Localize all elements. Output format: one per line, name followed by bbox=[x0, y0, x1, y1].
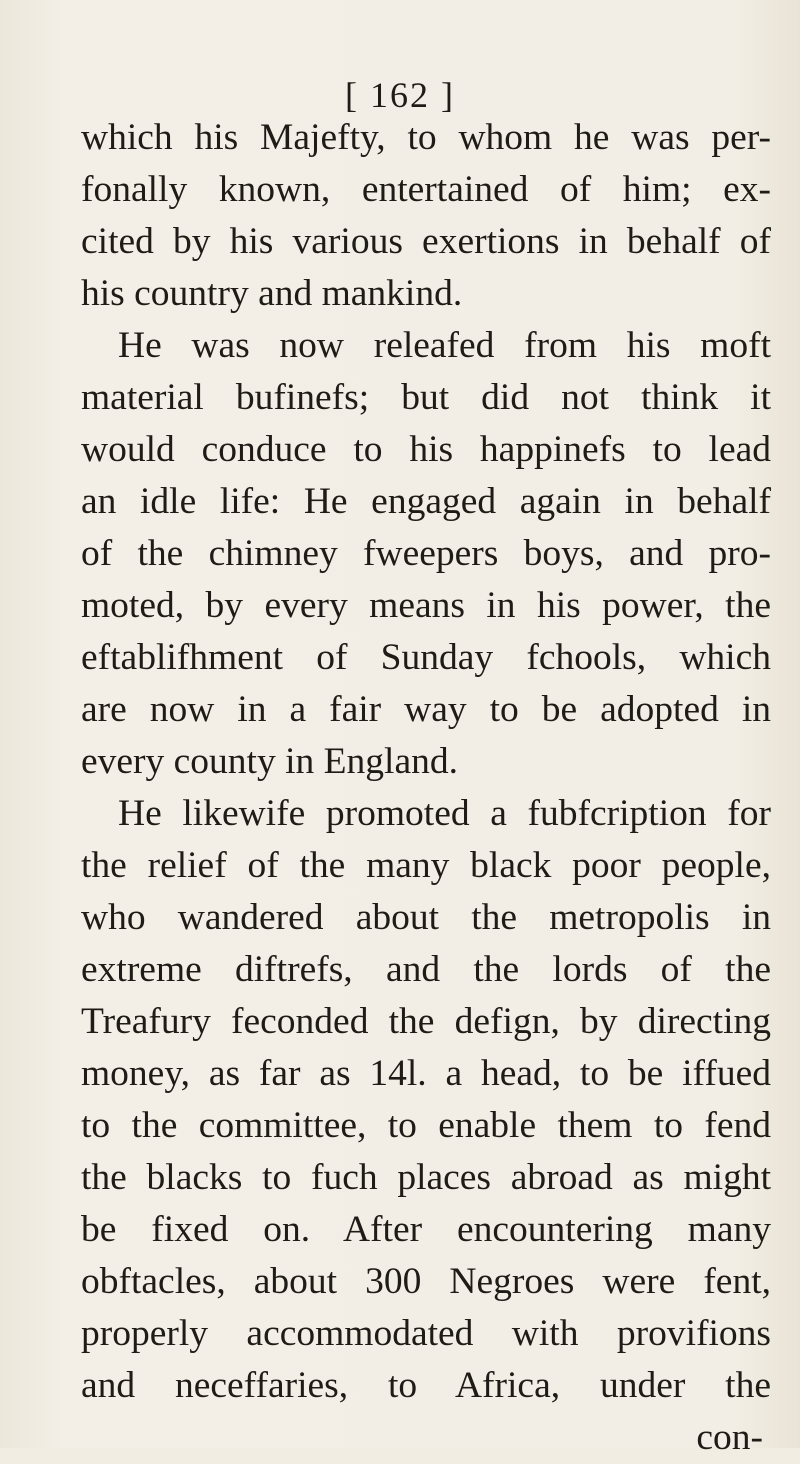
text-line: would conduce to his happinefs to lead bbox=[81, 429, 771, 470]
text-line: the relief of the many black poor people, bbox=[81, 845, 771, 886]
text-line: who wandered about the metropolis in bbox=[81, 897, 771, 938]
text-line: extreme diftrefs, and the lords of the bbox=[81, 949, 771, 990]
text-line: an idle life: He engaged again in behalf bbox=[81, 481, 771, 522]
text-line: He was now releafed from his moft bbox=[118, 325, 771, 366]
text-line: to the committee, to enable them to fend bbox=[81, 1105, 771, 1146]
text-line: money, as far as 14l. a head, to be iffued bbox=[81, 1053, 771, 1094]
catchword: con- bbox=[696, 1417, 763, 1458]
text-line: which his Majefty, to whom he was per- bbox=[81, 117, 771, 158]
page-number: [ 162 ] bbox=[345, 75, 455, 115]
text-line: eftablifhment of Sunday fchools, which bbox=[81, 637, 771, 678]
body-text bbox=[81, 112, 771, 1464]
text-line: the blacks to fuch places abroad as might bbox=[81, 1157, 771, 1198]
text-line: of the chimney fweepers boys, and pro- bbox=[81, 533, 771, 574]
text-line: his country and mankind. bbox=[81, 273, 463, 314]
text-line: properly accommodated with provifions bbox=[81, 1313, 771, 1354]
text-line: be fixed on. After encountering many bbox=[81, 1209, 771, 1250]
text-line: cited by his various exertions in behalf of bbox=[81, 221, 771, 262]
text-line: Treafury feconded the defign, by directing bbox=[81, 1001, 771, 1042]
text-line: fonally known, entertained of him; ex- bbox=[81, 169, 771, 210]
text-line: material bufinefs; but did not think it bbox=[81, 377, 771, 418]
text-line: and neceffaries, to Africa, under the bbox=[81, 1365, 771, 1406]
text-line: He likewife promoted a fubfcription for bbox=[118, 793, 771, 834]
text-line: obftacles, about 300 Negroes were fent, bbox=[81, 1261, 771, 1302]
text-line: moted, by every means in his power, the bbox=[81, 585, 771, 626]
text-line: are now in a fair way to be adopted in bbox=[81, 689, 771, 730]
text-line: every county in England. bbox=[81, 741, 458, 782]
